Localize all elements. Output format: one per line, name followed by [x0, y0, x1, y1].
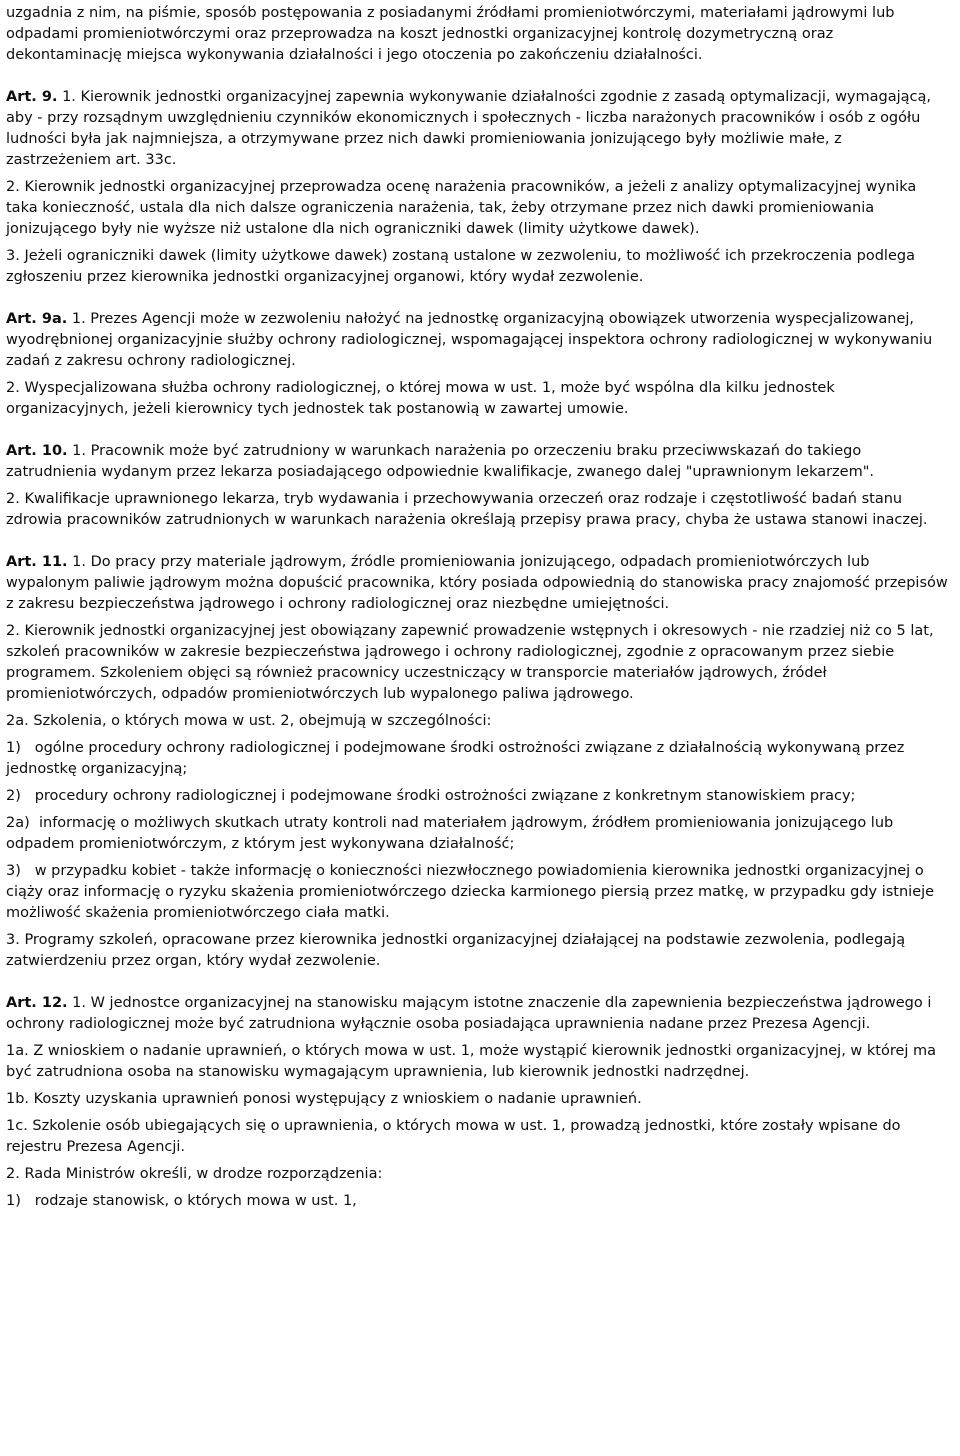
list-item: 1) rodzaje stanowisk, o których mowa w ust. 1, — [6, 1193, 357, 1209]
article-heading: Art. 10. — [6, 443, 68, 459]
article-paragraph — [6, 309, 950, 372]
paragraph-text: 1. Kierownik jednostki organizacyjnej zapewnia wykonywanie działalności zgodnie z zasadą optymalizacji, wymagającą, aby - przy rozsądnym uwzględnieniu czynników ekonomicznych i społecznych - liczba narażonych pracowników i osób z ogółu ludności była jak najmniejsza, a otrzymywane przez nich dawki promieniowania jonizującego były możliwie małe, z zastrzeżeniem art. 33c. — [6, 89, 931, 168]
article-heading: Art. 11. — [6, 554, 68, 570]
article-heading: Art. 9a. — [6, 311, 68, 327]
paragraph: 3. Jeżeli ograniczniki dawek (limity użytkowe dawek) zostaną ustalone w zezwoleniu, to możliwość ich przekroczenia podlega zgłoszeniu przez kierownika jednostki organizacyjnej organowi, który wydał zezwolenie. — [6, 248, 915, 285]
paragraph: 2a. Szkolenia, o których mowa w ust. 2, obejmują w szczególności: — [6, 713, 492, 729]
article-paragraph — [6, 993, 950, 1035]
paragraph-text: 1. Do pracy przy materiale jądrowym, źródle promieniowania jonizującego, odpadach promieniotwórczych lub wypalonym paliwie jądrowym można dopuścić pracownika, który posiada odpowiednią do stanowiska pracy znajomość przepisów z zakresu bezpieczeństwa jądrowego i ochrony radiologicznej oraz niezbędne umiejętności. — [6, 554, 948, 612]
article-paragraph — [6, 87, 950, 171]
list-item: 1) ogólne procedury ochrony radiologicznej i podejmowane środki ostrożności związane z działalnością wykonywaną przez jednostkę organizacyjną; — [6, 740, 910, 777]
article-paragraph — [6, 552, 950, 615]
list-item: 2a) informację o możliwych skutkach utraty kontroli nad materiałem jądrowym, źródłem promieniowania jonizującego lub odpadem promieniotwórczym, z którym jest wykonywana działalność; — [6, 815, 898, 852]
article-heading: Art. 9. — [6, 89, 58, 105]
paragraph: 2. Wyspecjalizowana służba ochrony radiologicznej, o której mowa w ust. 1, może być wspólna dla kilku jednostek organizacyjnych, jeżeli kierownicy tych jednostek tak postanowią w zawartej umowie. — [6, 380, 835, 417]
paragraph: 1b. Koszty uzyskania uprawnień ponosi występujący z wnioskiem o nadanie uprawnień. — [6, 1091, 642, 1107]
paragraph: 3. Programy szkoleń, opracowane przez kierownika jednostki organizacyjnej działającej na podstawie zezwolenia, podlegają zatwierdzeniu przez organ, który wydał zezwolenie. — [6, 932, 906, 969]
paragraph: 2. Rada Ministrów określi, w drodze rozporządzenia: — [6, 1166, 383, 1182]
article-paragraph — [6, 441, 950, 483]
paragraph: 1a. Z wnioskiem o nadanie uprawnień, o których mowa w ust. 1, może wystąpić kierownik jednostki organizacyjnej, w której ma być zatrudniona osoba na stanowisku wymagającym uprawnienia, lub kierownik jednostki nadrzędnej. — [6, 1043, 937, 1080]
article-heading: Art. 12. — [6, 995, 68, 1011]
paragraph: 2. Kierownik jednostki organizacyjnej przeprowadza ocenę narażenia pracowników, a jeżeli z analizy optymalizacyjnej wynika taka konieczność, ustala dla nich dalsze ograniczenia narażenia, tak, żeby otrzymane przez nich dawki promieniowania jonizującego były nie wyższe niż ustalone dla nich ograniczniki dawek (limity użytkowe dawek). — [6, 179, 917, 237]
paragraph-text: 1. Pracownik może być zatrudniony w warunkach narażenia po orzeczeniu braku przeciwwskazań do takiego zatrudnienia wydanym przez lekarza posiadającego odpowiednie kwalifikacje, zwanego dalej "uprawnionym lekarzem". — [6, 443, 874, 480]
paragraph: 2. Kierownik jednostki organizacyjnej jest obowiązany zapewnić prowadzenie wstępnych i okresowych - nie rzadziej niż co 5 lat, szkoleń pracowników w zakresie bezpieczeństwa jądrowego i ochrony radiologicznej, zgodnie z opracowanym przez siebie programem. Szkoleniem objęci są również pracownicy uczestniczący w transporcie materiałów jądrowych, źródeł promieniotwórczych, odpadów promieniotwórczych lub wypalonego paliwa jądrowego. — [6, 623, 934, 702]
paragraph: uzgadnia z nim, na piśmie, sposób postępowania z posiadanymi źródłami promieniotwórczymi, materiałami jądrowymi lub odpadami promieniotwórczymi oraz przeprowadza na koszt jednostki organizacyjnej kontrolę dozymetryczną oraz dekontaminację miejsca wykonywania działalności i jego otoczenia po zakończeniu działalności. — [6, 5, 895, 63]
list-item: 2) procedury ochrony radiologicznej i podejmowane środki ostrożności związane z konkretnym stanowiskiem pracy; — [6, 788, 856, 804]
paragraph: 2. Kwalifikacje uprawnionego lekarza, tryb wydawania i przechowywania orzeczeń oraz rodzaje i częstotliwość badań stanu zdrowia pracowników zatrudnionych w warunkach narażenia określają przepisy prawa pracy, chyba że ustawa stanowi inaczej. — [6, 491, 928, 528]
paragraph-text: 1. W jednostce organizacyjnej na stanowisku mającym istotne znaczenie dla zapewnienia bezpieczeństwa jądrowego i ochrony radiologicznej może być zatrudniona wyłącznie osoba posiadająca uprawnienia nadane przez Prezesa Agencji. — [6, 995, 932, 1032]
list-item: 3) w przypadku kobiet - także informację o konieczności niezwłocznego powiadomienia kierownika jednostki organizacyjnej o ciąży oraz informację o ryzyku skażenia promieniotwórczego dziecka karmionego piersią przez matkę, w przypadku gdy istnieje możliwość skażenia promieniotwórczego ciała matki. — [6, 863, 939, 921]
paragraph: 1c. Szkolenie osób ubiegających się o uprawnienia, o których mowa w ust. 1, prowadzą jednostki, które zostały wpisane do rejestru Prezesa Agencji. — [6, 1118, 901, 1155]
paragraph-text: 1. Prezes Agencji może w zezwoleniu nałożyć na jednostkę organizacyjną obowiązek utworzenia wyspecjalizowanej, wyodrębnionej organizacyjnie służby ochrony radiologicznej, wspomagającej inspektora ochrony radiologicznej w wykonywaniu zadań z zakresu ochrony radiologicznej. — [6, 311, 933, 369]
